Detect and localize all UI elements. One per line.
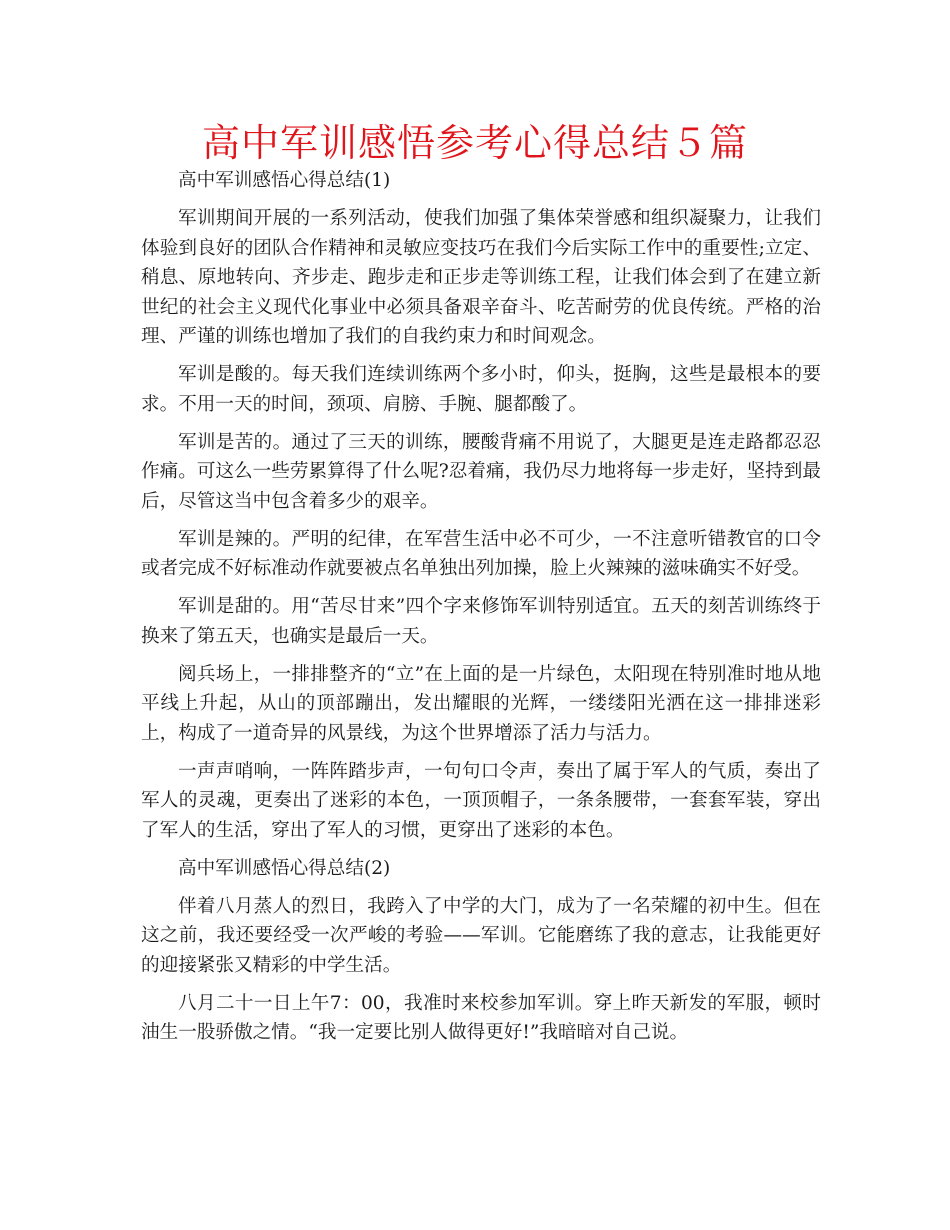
section-heading-2: 高中军训感悟心得总结(2) [178, 857, 391, 879]
paragraph: 八月二十一日上午7：00，我准时来校参加军训。穿上昨天新发的军服，顿时油生一股骄傲之情。“我一定要比别人做得更好!”我暗暗对自己说。 [141, 992, 821, 1043]
paragraph: 军训是甜的。用“苦尽甘来”四个字来修饰军训特别适宜。五天的刻苦训练终于换来了第五天，也确实是最后一天。 [141, 596, 821, 647]
document-body [141, 166, 821, 1056]
paragraph: 阅兵场上，一排排整齐的“立”在上面的是一片绿色，太阳现在特别准时地从地平线上升起，从山的顶部蹦出，发出耀眼的光辉，一缕缕阳光洒在这一排排迷彩上，构成了一道奇异的风景线，为这个世界增添了活力与活力。 [141, 663, 821, 744]
paragraph: 军训是苦的。通过了三天的训练，腰酸背痛不用说了，大腿更是连走路都忍忍作痛。可这么一些劳累算得了什么呢?忍着痛，我仍尽力地将每一步走好，坚持到最后，尽管这当中包含着多少的艰辛。 [141, 431, 821, 512]
paragraph: 一声声哨响，一阵阵踏步声，一句句口令声，奏出了属于军人的气质，奏出了军人的灵魂，更奏出了迷彩的本色，一顶顶帽子，一条条腰带，一套套军装，穿出了军人的生活，穿出了军人的习惯，更穿出了迷彩的本色。 [141, 760, 821, 841]
paragraph: 军训期间开展的一系列活动，使我们加强了集体荣誉感和组织凝聚力，让我们体验到良好的团队合作精神和灵敏应变技巧在我们今后实际工作中的重要性;立定、稍息、原地转向、齐步走、跑步走和正步走等训练工程，让我们体会到了在建立新世纪的社会主义现代化事业中必须具备艰辛奋斗、吃苦耐劳的优良传统。严格的治理、严谨的训练也增加了我们的自我约束力和时间观念。 [141, 208, 821, 347]
document-title: 高中军训感悟参考心得总结５篇 [201, 121, 748, 165]
paragraph: 军训是酸的。每天我们连续训练两个多小时，仰头，挺胸，这些是最根本的要求。不用一天的时间，颈项、肩膀、手腕、腿都酸了。 [141, 364, 821, 415]
section-heading-1: 高中军训感悟心得总结(1) [178, 170, 391, 191]
paragraph: 伴着八月蒸人的烈日，我跨入了中学的大门，成为了一名荣耀的初中生。但在这之前，我还要经受一次严峻的考验——军训。它能磨练了我的意志，让我能更好的迎接紧张又精彩的中学生活。 [141, 895, 821, 976]
paragraph: 军训是辣的。严明的纪律，在军营生活中必不可少，一不注意听错教官的口令或者完成不好标准动作就要被点名单独出列加操，脸上火辣辣的滋味确实不好受。 [141, 528, 821, 579]
